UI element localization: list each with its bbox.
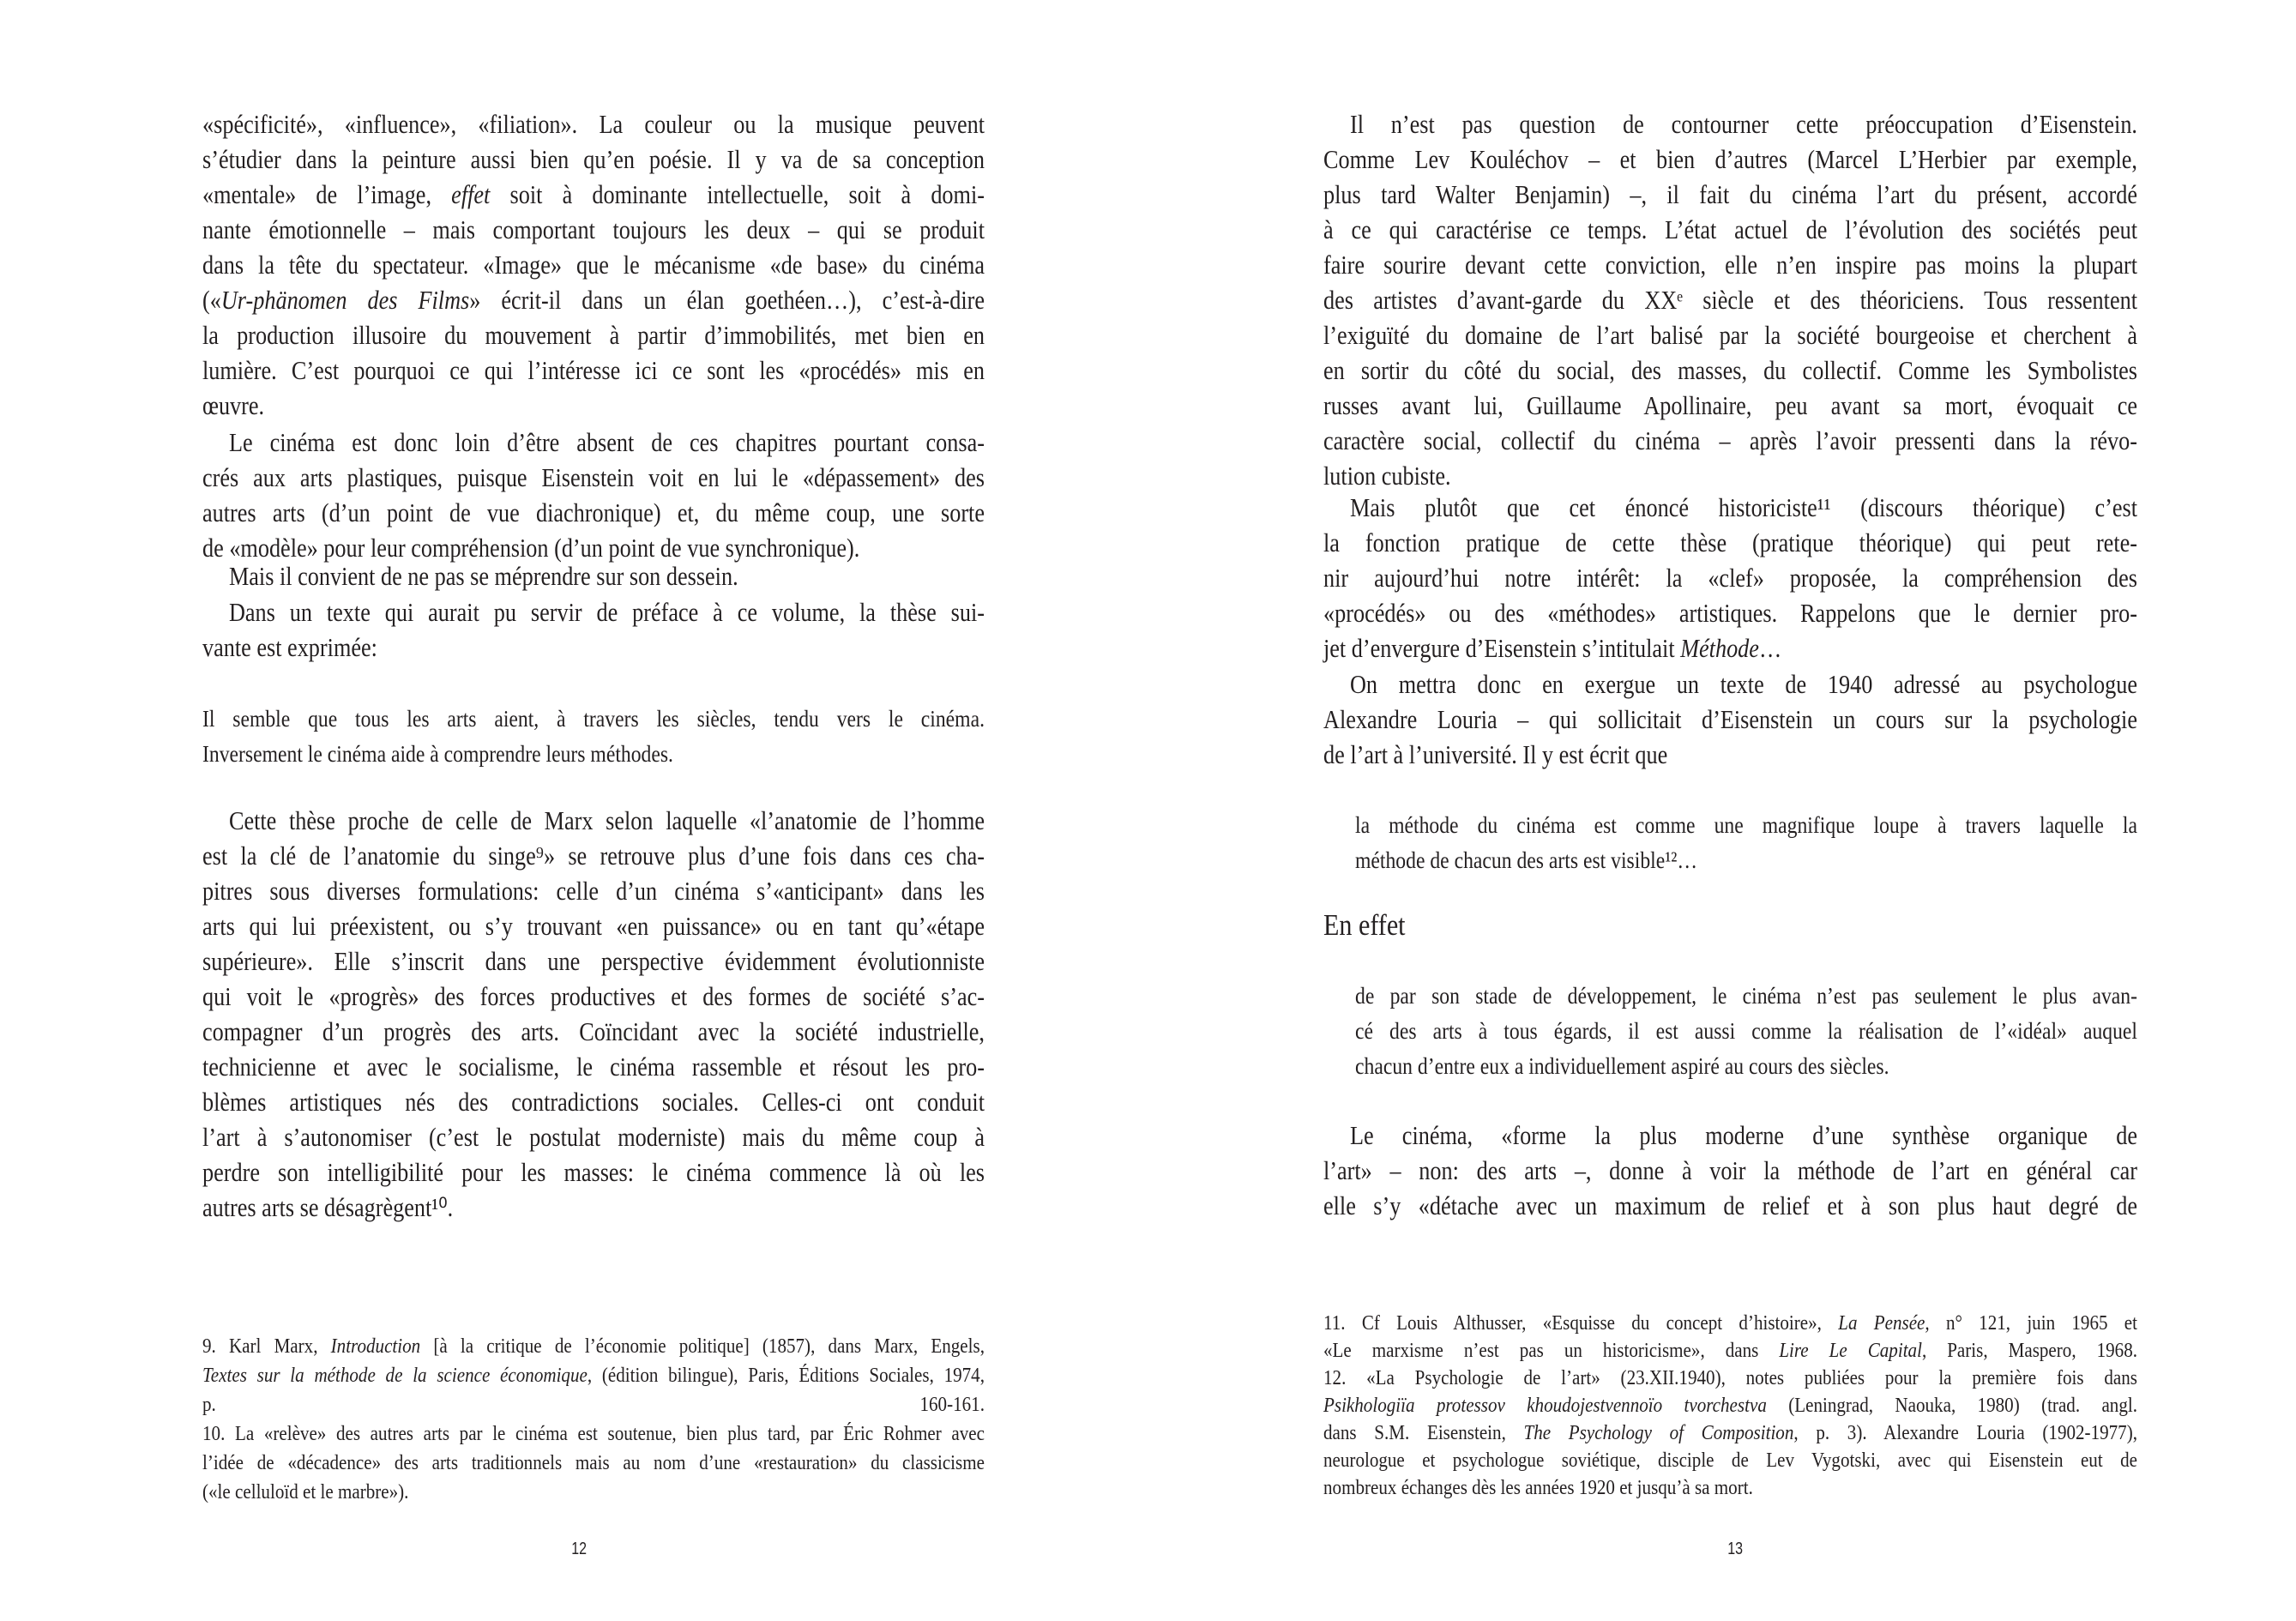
- block-quote: [1355, 978, 2137, 1083]
- text-line: en sortir du côté du social, des masses, du collectif. Comme les Symbolistes: [1323, 356, 2137, 385]
- italic-text: effet: [451, 180, 491, 209]
- text-line: [1323, 1337, 2137, 1365]
- text-line: de par son stade de développement, le cinéma n’est pas seulement le plus avan-: [1355, 982, 2137, 1009]
- text-line: [202, 178, 985, 213]
- text-line: [1323, 1392, 2137, 1419]
- text-segment: , (édition bilingue), Paris, Éditions Sociales, 1974,: [587, 1364, 985, 1387]
- text-segment: «Le marxisme n’est pas un historicisme», dans: [1323, 1339, 1780, 1362]
- text-line: est la clé de l’anatomie du singe⁹» se retrouve plus d’une fois dans ces cha-: [202, 841, 985, 871]
- text-segment: «mentale» de l’image,: [202, 180, 452, 209]
- text-line: [202, 1361, 985, 1390]
- text-line: perdre son intelligibilité pour les masses: le cinéma commence là où les: [202, 1158, 985, 1187]
- text-line: de «modèle» pour leur compréhension (d’un point de vue synchronique).: [202, 533, 860, 563]
- text-line: la production illusoire du mouvement à partir d’immobilités, met bien en: [202, 321, 985, 350]
- paragraph: [202, 595, 985, 666]
- text-line: Mais plutôt que cet énoncé historiciste¹¹ (discours théorique) c’est: [1349, 493, 2137, 522]
- text-line: dans la tête du spectateur. «Image» que le mécanisme «de base» du cinéma: [202, 250, 985, 280]
- text-segment: [à la critique de l’économie politique] (1857), dans Marx, Engels,: [420, 1335, 985, 1358]
- text-line: p. 160-161.: [202, 1393, 985, 1416]
- text-line: crés aux arts plastiques, puisque Eisenstein voit en lui le «dépassement» des: [202, 463, 985, 492]
- text-line: arts qui lui préexistent, ou s’y trouvant «en puissance» ou en tant qu’«étape: [202, 912, 985, 941]
- text-line: lution cubiste.: [1323, 461, 1451, 491]
- text-line: la fonction pratique de cette thèse (pratique théorique) qui peut rete-: [1323, 528, 2137, 557]
- text-segment: jet d’envergure d’Eisenstein s’intitulait: [1323, 634, 1681, 663]
- italic-text: Psikhologiïa protessov khoudojestvennoïo tvorchestva: [1323, 1394, 1767, 1417]
- text-line: [202, 1332, 985, 1361]
- footnotes: [1323, 1310, 2137, 1502]
- text-line: [1323, 631, 2137, 666]
- text-line: Dans un texte qui aurait pu servir de préface à ce volume, la thèse sui-: [228, 598, 985, 627]
- text-segment: soit à dominante intellectuelle, soit à domi-: [490, 180, 985, 209]
- text-line: [1323, 1419, 2137, 1447]
- text-line: nir aujourd’hui notre intérêt: la «clef» proposée, la compréhension des: [1323, 563, 2137, 593]
- text-line: nombreux échanges dès les années 1920 et jusqu’à sa mort.: [1323, 1476, 1753, 1499]
- text-line: caractère social, collectif du cinéma – après l’avoir pressenti dans la révo-: [1323, 426, 2137, 455]
- paragraph: [1323, 667, 2137, 773]
- text-line: faire sourire devant cette conviction, elle n’en inspire pas moins la plupart: [1323, 250, 2137, 280]
- text-line: Inversement le cinéma aide à comprendre leurs méthodes.: [202, 740, 673, 767]
- text-line: 10. La «relève» des autres arts par le cinéma est soutenue, bien plus tard, par Éric Rohmer avec: [202, 1422, 985, 1445]
- text-line: supérieure». Elle s’inscrit dans une perspective évidemment évolutionniste: [202, 947, 985, 976]
- text-segment: n° 121, juin 1965 et: [1929, 1311, 2137, 1335]
- block-quote: [202, 701, 985, 771]
- text-segment: (Leningrad, Naouka, 1980) (trad. angl.: [1766, 1394, 2137, 1417]
- paragraph: [1323, 491, 2137, 666]
- italic-text: La Pensée,: [1838, 1311, 1930, 1335]
- text-line: [1323, 1310, 2137, 1337]
- text-line: méthode de chacun des arts est visible¹²…: [1355, 847, 1698, 873]
- text-line: lumière. C’est pourquoi ce qui l’intéresse ici ce sont les «procédés» mis en: [202, 356, 985, 385]
- italic-text: Ur-phänomen des Films: [220, 286, 470, 315]
- page-number: 12: [571, 1540, 588, 1558]
- text-line: («le celluloïd et le marbre»).: [202, 1480, 409, 1503]
- subheading: [1323, 905, 2137, 946]
- text-line: l’art à s’autonomiser (c’est le postulat moderniste) mais du même coup à: [202, 1123, 985, 1152]
- text-line: On mettra donc en exergue un texte de 1940 adressé au psychologue: [1349, 670, 2137, 699]
- text-line: En effet: [1323, 908, 1406, 942]
- text-segment: 11. Cf Louis Althusser, «Esquisse du concept d’histoire»,: [1323, 1311, 1839, 1335]
- text-line: Mais il convient de ne pas se méprendre sur son dessein.: [228, 562, 738, 591]
- text-line: Le cinéma, «forme la plus moderne d’une synthèse organique de: [1349, 1121, 2137, 1150]
- text-line: Le cinéma est donc loin d’être absent de ces chapitres pourtant consa-: [228, 428, 985, 457]
- text-segment: » écrit-il dans un élan goethéen…), c’est-à-dire: [469, 286, 985, 315]
- text-line: autres arts (d’un point de vue diachronique) et, du même coup, une sorte: [202, 498, 985, 527]
- text-line: chacun d’entre eux a individuellement aspiré au cours des siècles.: [1355, 1052, 1889, 1079]
- paragraph: [202, 559, 985, 594]
- text-line: Il n’est pas question de contourner cette préoccupation d’Eisenstein.: [1349, 110, 2137, 139]
- text-line: Alexandre Louria – qui sollicitait d’Eisenstein un cours sur la psychologie: [1323, 705, 2137, 734]
- text-segment: , p. 3). Alexandre Louria (1902-1977),: [1793, 1421, 2137, 1444]
- text-line: Comme Lev Kouléchov – et bien d’autres (Marcel L’Herbier par exemple,: [1323, 145, 2137, 174]
- text-line: des artistes d’avant-garde du XXᵉ siècle et des théoriciens. Tous ressentent: [1323, 286, 2137, 315]
- text-line: qui voit le «progrès» des forces productives et des formes de société s’ac-: [202, 982, 985, 1011]
- paragraph: [202, 107, 985, 424]
- text-line: la méthode du cinéma est comme une magnifique loupe à travers laquelle la: [1355, 811, 2137, 838]
- text-line: Cette thèse proche de celle de Marx selon laquelle «l’anatomie de l’homme: [228, 806, 985, 835]
- text-line: Il semble que tous les arts aient, à travers les siècles, tendu vers le cinéma.: [202, 705, 985, 732]
- text-line: l’exiguïté du domaine de l’art balisé par la société bourgeoise et cherchent à: [1323, 321, 2137, 350]
- text-segment: («: [202, 286, 221, 315]
- text-line: blèmes artistiques nés des contradictions sociales. Celles-ci ont conduit: [202, 1088, 985, 1117]
- italic-text: Textes sur la méthode de la science économique: [202, 1364, 588, 1387]
- italic-text: Méthode: [1680, 634, 1759, 663]
- text-segment: 9. Karl Marx,: [202, 1335, 331, 1358]
- text-line: russes avant lui, Guillaume Apollinaire, peu avant sa mort, évoquait ce: [1323, 391, 2137, 420]
- text-line: s’étudier dans la peinture aussi bien qu’en poésie. Il y va de sa conception: [202, 145, 985, 174]
- page-number: 13: [1727, 1540, 1744, 1558]
- text-line: pitres sous diverses formulations: celle d’un cinéma s’«anticipant» dans les: [202, 877, 985, 906]
- text-line: l’idée de «décadence» des arts traditionnels mais au nom d’une «restauration» du classicisme: [202, 1451, 985, 1474]
- text-line: œuvre.: [202, 391, 265, 420]
- text-line: [202, 283, 985, 318]
- text-line: vante est exprimée:: [202, 633, 377, 662]
- text-line: l’art» – non: des arts –, donne à voir la méthode de l’art en général car: [1323, 1156, 2137, 1185]
- right-page: [1148, 0, 2296, 1621]
- text-line: autres arts se désagrègent¹⁰.: [202, 1193, 454, 1222]
- italic-text: Introduction: [330, 1335, 421, 1358]
- text-segment: …: [1758, 634, 1782, 663]
- text-line: elle s’y «détache avec un maximum de relief et à son plus haut degré de: [1323, 1191, 2137, 1220]
- paragraph: [202, 804, 985, 1226]
- text-line: nante émotionnelle – mais comportant toujours les deux – qui se produit: [202, 215, 985, 244]
- text-line: compagner d’un progrès des arts. Coïncidant avec la société industrielle,: [202, 1017, 985, 1046]
- text-line: plus tard Walter Benjamin) –, il fait du cinéma l’art du présent, accordé: [1323, 180, 2137, 209]
- italic-text: Lire Le Capital: [1779, 1339, 1922, 1362]
- footnotes: [202, 1332, 985, 1507]
- paragraph: [1323, 1118, 2137, 1224]
- paragraph: [1323, 107, 2137, 494]
- text-segment: , Paris, Maspero, 1968.: [1921, 1339, 2137, 1362]
- text-line: 12. «La Psychologie de l’art» (23.XII.1940), notes publiées pour la première fois dans: [1323, 1366, 2137, 1389]
- text-line: cé des arts à tous égards, il est aussi comme la réalisation de l’«idéal» auquel: [1355, 1017, 2137, 1044]
- text-line: «spécificité», «influence», «filiation». La couleur ou la musique peuvent: [202, 110, 985, 139]
- text-line: «procédés» ou des «méthodes» artistiques. Rappelons que le dernier pro-: [1323, 599, 2137, 628]
- text-segment: dans S.M. Eisenstein,: [1323, 1421, 1524, 1444]
- text-line: technicienne et avec le socialisme, le cinéma rassemble et résout les pro-: [202, 1052, 985, 1082]
- paragraph: [202, 425, 985, 566]
- italic-text: The Psychology of Composition: [1523, 1421, 1794, 1444]
- text-line: de l’art à l’université. Il y est écrit que: [1323, 740, 1668, 769]
- block-quote: [1355, 807, 2137, 877]
- text-line: neurologue et psychologue soviétique, disciple de Lev Vygotski, avec qui Eisenstein eut de: [1323, 1449, 2137, 1472]
- text-line: à ce qui caractérise ce temps. L’état actuel de l’évolution des sociétés peut: [1323, 215, 2137, 244]
